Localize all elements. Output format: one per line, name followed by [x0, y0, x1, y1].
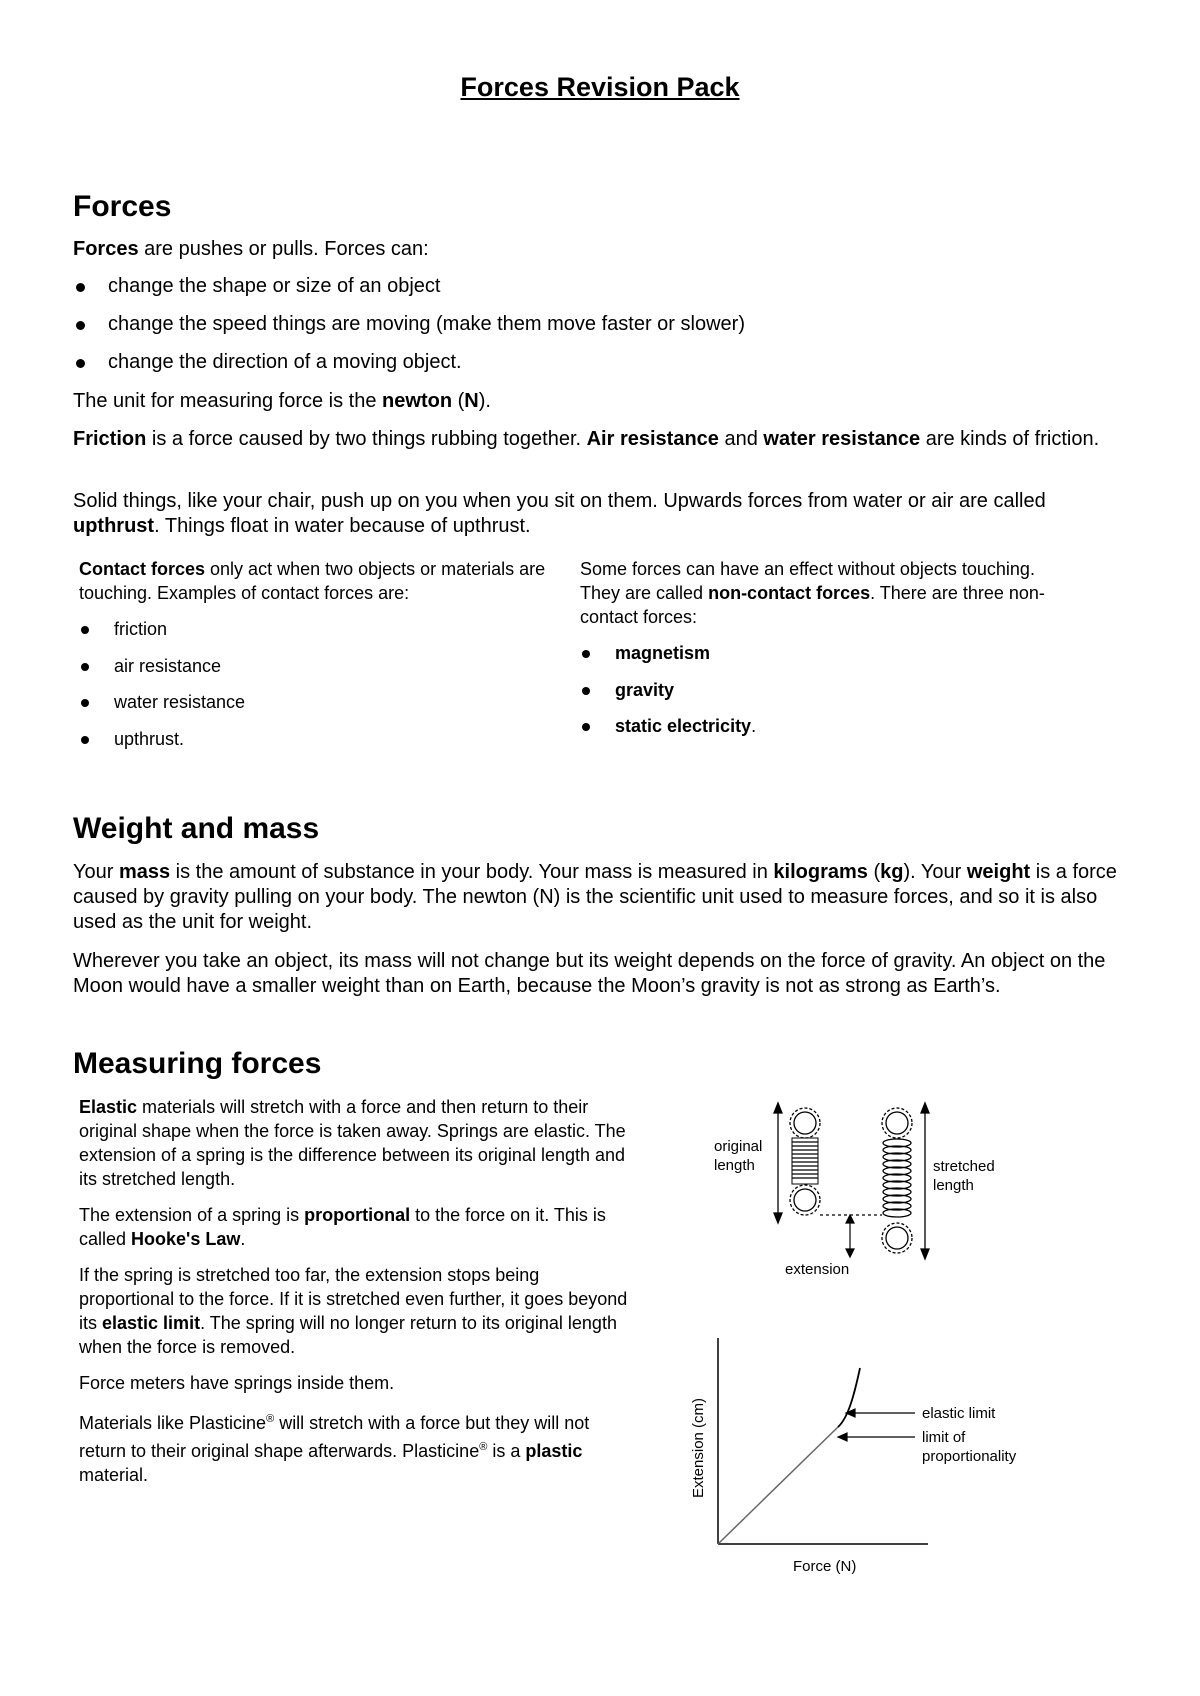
original-label-line2: length: [714, 1157, 755, 1174]
list-item: upthrust.: [79, 727, 549, 764]
text-run: upthrust: [73, 515, 155, 537]
list-item: [580, 714, 1060, 751]
y-axis-label: Extension (cm): [690, 1397, 707, 1498]
text-run: Air resistance: [586, 428, 719, 450]
x-axis-label: Force (N): [793, 1558, 857, 1575]
text-run: kg: [880, 861, 904, 883]
forces-intro: [73, 237, 1133, 262]
stretched-length-arrow: [921, 1103, 929, 1259]
elastic-paragraph: [79, 1095, 639, 1191]
elastic-limit-label: elastic limit: [922, 1405, 996, 1422]
text-run: water resistance: [763, 428, 921, 450]
section-heading-forces: Forces: [73, 190, 172, 223]
list-item: change the direction of a moving object.: [73, 350, 745, 388]
original-label-line1: original: [714, 1138, 763, 1155]
section-heading-weight: Weight and mass: [73, 812, 320, 845]
text-run: newton: [382, 390, 453, 412]
text-run: non-contact forces: [708, 583, 871, 603]
weight-paragraph-2: Wherever you take an object, its mass will not change but its weight depends on the force of gravity. An object on the Moon would have a smaller weight than on Earth, because the Moon’s gravity is not as strong as Earth’s.: [73, 950, 1106, 997]
intro-bold: Forces: [73, 238, 139, 260]
text-run: materials will stretch with a force and then return to their original shape when the force is taken away. Springs are elastic. The extension of a spring is the difference between its original length and its stretched length.: [79, 1097, 626, 1189]
text-run: is a force caused by gravity pulling on your body. The newton (N) is the scientific unit used to measure forces, and so it is also used as the unit for weight.: [73, 861, 1117, 933]
text-run: weight: [966, 861, 1031, 883]
text-run: only act when two objects or materials are touching. Examples of contact forces are:: [79, 559, 546, 603]
text-run: . Things float in water because of upthrust.: [154, 515, 531, 537]
text-run: The extension of a spring is: [79, 1205, 305, 1225]
text-run: (: [452, 390, 465, 412]
text-run: (: [867, 861, 881, 883]
list-item: change the speed things are moving (make them move faster or slower): [73, 312, 745, 350]
text-run: gravity: [615, 679, 675, 700]
spring-diagram: [700, 1100, 1040, 1285]
extension-label: extension: [785, 1261, 850, 1278]
text-run: Contact forces: [79, 559, 206, 579]
text-run: and: [718, 428, 764, 450]
text-run: Friction: [73, 428, 147, 450]
unstretched-spring: [790, 1108, 820, 1215]
curve-beyond-limit: [838, 1368, 860, 1427]
text-run: plastic: [525, 1441, 583, 1461]
text-run: elastic limit: [102, 1313, 201, 1333]
list-item: change the shape or size of an object: [73, 274, 745, 312]
text-run: material.: [79, 1465, 149, 1485]
text-run: will stretch with a force but they will not return to their original shape afterwards. Plasticine: [79, 1413, 590, 1461]
contact-forces-list: [79, 617, 549, 763]
stretched-spring: [882, 1108, 912, 1253]
section-heading-measuring: Measuring forces: [73, 1047, 322, 1080]
upthrust-text: [73, 489, 1133, 539]
text-run: The unit for measuring force is the: [73, 390, 383, 412]
text-run: . The spring will no longer return to its original length when the force is removed.: [79, 1313, 617, 1357]
force-unit-text: [73, 389, 1133, 414]
contact-forces-intro: [79, 557, 549, 605]
stretched-label-line2: length: [933, 1177, 974, 1194]
text-run: is a force caused by two things rubbing together.: [146, 428, 587, 450]
text-run: static electricity: [615, 716, 752, 736]
original-length-arrow: [774, 1103, 782, 1223]
measuring-forces-text: [79, 1095, 639, 1487]
hookes-law-paragraph: [79, 1203, 639, 1251]
text-run: . There are three non-contact forces:: [580, 583, 1045, 627]
proportional-line: [718, 1427, 838, 1544]
contact-forces-column: [79, 557, 549, 763]
text-run: ). Your: [903, 861, 967, 883]
weight-paragraph-1: [73, 860, 1133, 935]
text-run: mass: [118, 861, 171, 883]
friction-text: [73, 427, 1133, 452]
text-run: Materials like Plasticine: [79, 1413, 267, 1433]
plasticine-paragraph: [79, 1407, 639, 1487]
forces-bullet-list: [73, 274, 745, 388]
page-title: Forces Revision Pack: [460, 72, 740, 102]
list-item: [580, 641, 1060, 678]
registered-mark: ®: [479, 1441, 488, 1453]
text-run: magnetism: [615, 643, 711, 663]
list-item: friction: [79, 617, 549, 654]
text-run: If the spring is stretched too far, the extension stops being proportional to the force. If it is stretched even further, it goes beyond its: [79, 1265, 628, 1333]
registered-mark: ®: [266, 1413, 275, 1425]
label-arrows: [838, 1409, 915, 1441]
list-item: air resistance: [79, 654, 549, 691]
extension-force-graph: [680, 1330, 1060, 1580]
text-run: is the amount of substance in your body. Your mass is measured in: [170, 861, 774, 883]
stretched-label-line1: stretched: [933, 1158, 995, 1175]
text-run: Your: [73, 861, 119, 883]
non-contact-forces-list: [580, 641, 1060, 751]
text-run: kilograms: [773, 861, 868, 883]
text-run: proportional: [304, 1205, 411, 1225]
text-run: is a: [487, 1441, 526, 1461]
intro-rest: are pushes or pulls. Forces can:: [138, 238, 429, 260]
text-run: Elastic: [79, 1097, 138, 1117]
text-run: .: [240, 1229, 246, 1249]
text-run: are kinds of friction.: [920, 428, 1100, 450]
non-contact-forces-column: [580, 557, 1060, 751]
extension-indicator: [820, 1215, 882, 1257]
proportionality-label-line2: proportionality: [922, 1448, 1017, 1465]
list-item: [580, 678, 1060, 715]
proportionality-label-line1: limit of: [922, 1429, 966, 1446]
force-meters-paragraph: Force meters have springs inside them.: [79, 1373, 395, 1393]
text-run: ).: [478, 390, 491, 412]
text-run: N: [464, 390, 479, 412]
text-run: to the force on it. This is called: [79, 1205, 606, 1249]
elastic-limit-paragraph: [79, 1263, 639, 1359]
text-run: Hooke's Law: [131, 1229, 241, 1249]
text-run: Solid things, like your chair, push up on you when you sit on them. Upwards forces from water or air are called: [73, 490, 1046, 512]
list-item: water resistance: [79, 690, 549, 727]
non-contact-forces-intro: [580, 557, 1060, 629]
text-run: .: [751, 716, 757, 736]
text-run: Some forces can have an effect without objects touching. They are called: [580, 559, 1035, 603]
